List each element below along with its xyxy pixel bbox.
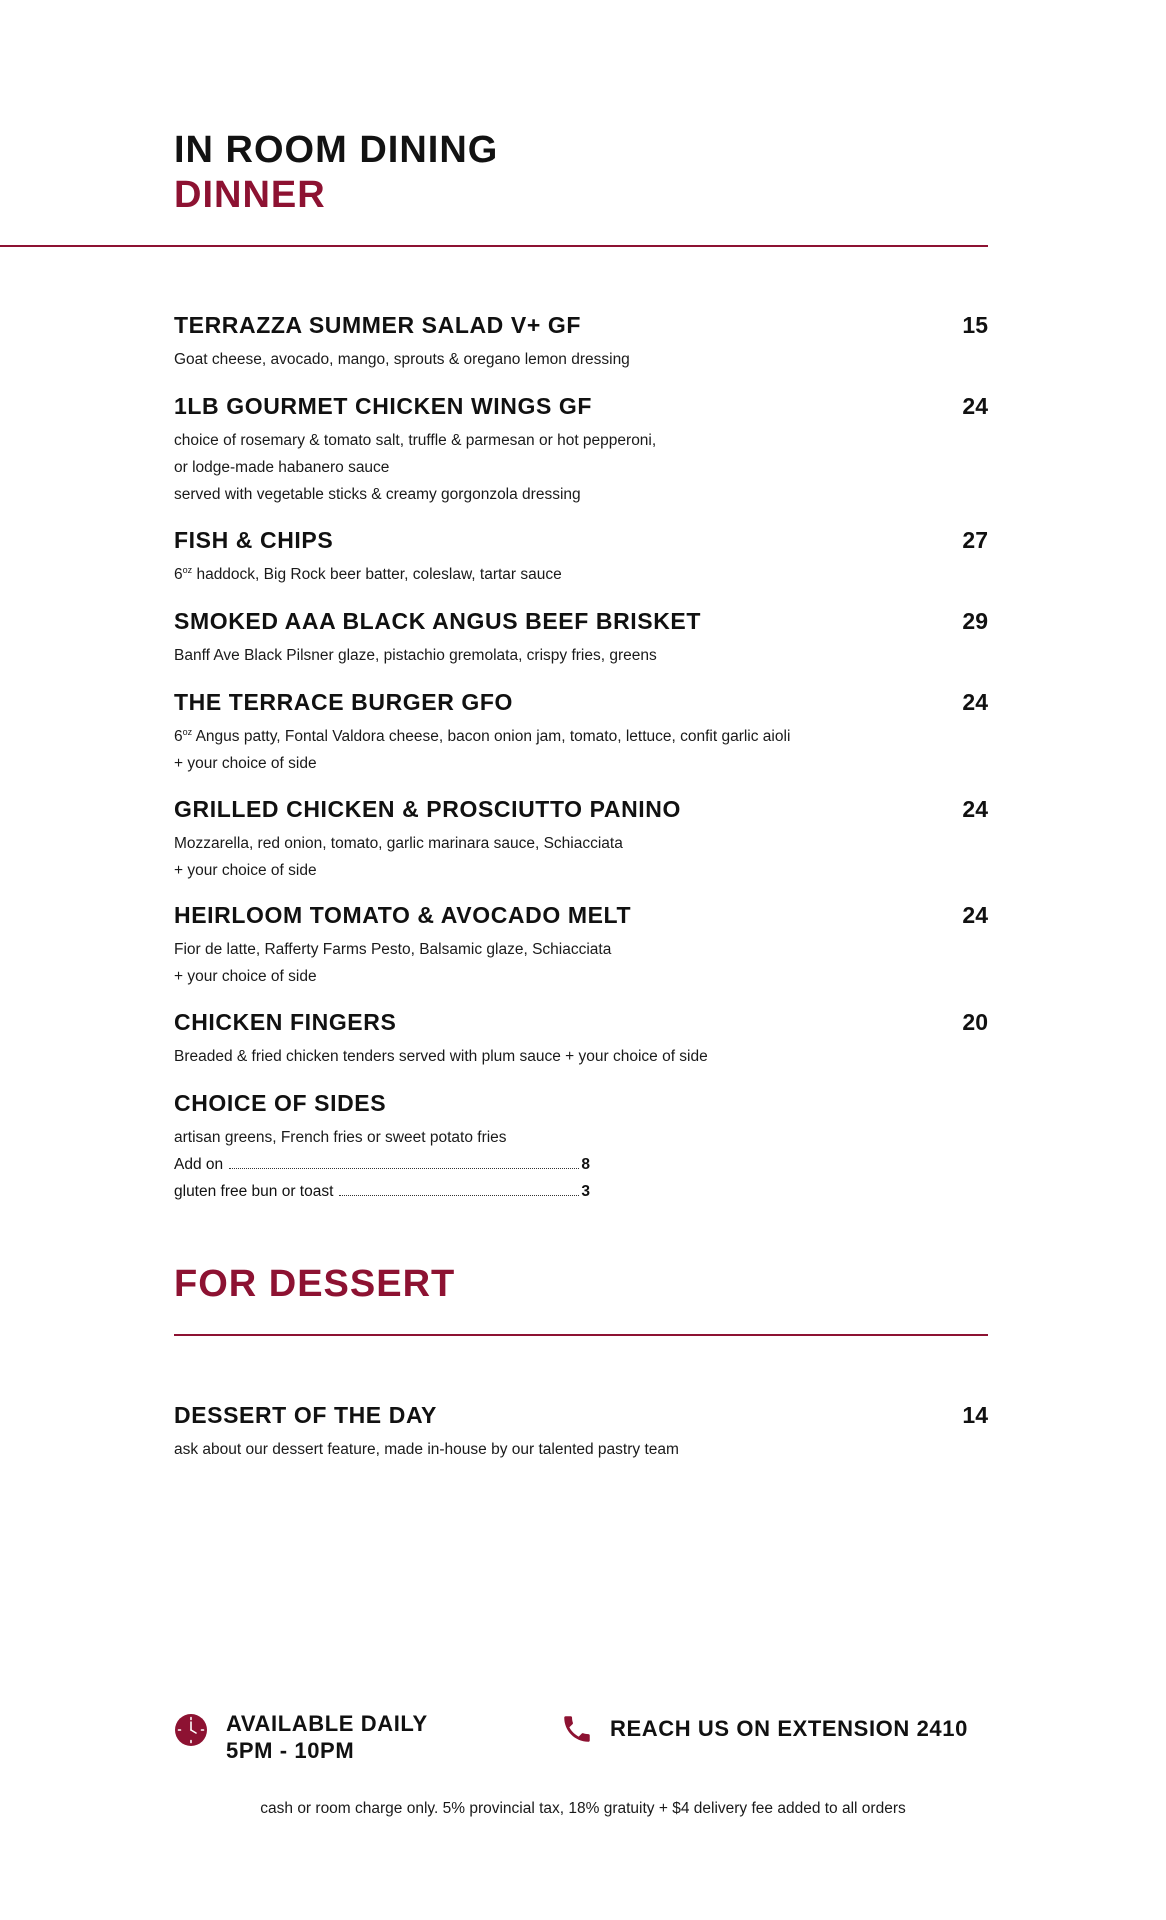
item-name: TERRAZZA SUMMER SALAD V+ GF <box>174 312 581 338</box>
contact-text: REACH US ON EXTENSION 2410 <box>610 1716 968 1741</box>
item-name: CHICKEN FINGERS <box>174 1009 397 1035</box>
menu-item <box>174 393 988 527</box>
item-name: FISH & CHIPS <box>174 527 334 553</box>
fine-print: cash or room charge only. 5% provincial tax, 18% gratuity + $4 delivery fee added to all orders <box>260 1800 906 1817</box>
item-description: Goat cheese, avocado, mango, sprouts & oregano lemon dressing <box>174 351 630 368</box>
item-name: DESSERT OF THE DAY <box>174 1402 437 1428</box>
item-description: ask about our dessert feature, made in-house by our talented pastry team <box>174 1441 679 1458</box>
addon-row <box>174 1151 590 1178</box>
item-description: or lodge-made habanero sauce <box>174 459 390 476</box>
item-price: 24 <box>962 902 988 928</box>
item-price: 14 <box>962 1402 988 1428</box>
item-name: SMOKED AAA BLACK ANGUS BEEF BRISKET <box>174 608 702 634</box>
item-description: + your choice of side <box>174 755 317 772</box>
item-price: 24 <box>962 796 988 822</box>
addon-price: 8 <box>581 1156 590 1173</box>
sides-section <box>174 1090 988 1205</box>
menu-item <box>174 312 988 393</box>
menu-item <box>174 1009 988 1090</box>
item-description: $6^{oz}$ haddock, Big Rock beer batter, coleslaw, tartar sauce <box>174 564 562 583</box>
item-name: GRILLED CHICKEN & PROSCIUTTO PANINO <box>174 796 681 822</box>
leader-dots <box>339 1195 579 1196</box>
hours-line-1: AVAILABLE DAILY <box>226 1711 428 1736</box>
page-subtitle: DINNER <box>174 174 326 216</box>
item-description: served with vegetable sticks & creamy gorgonzola dressing <box>174 486 581 503</box>
item-description: + your choice of side <box>174 968 317 985</box>
item-price: 29 <box>962 608 988 634</box>
clock-icon <box>174 1713 208 1747</box>
item-name: HEIRLOOM TOMATO & AVOCADO MELT <box>174 902 632 928</box>
menu-item <box>174 902 988 1009</box>
item-description: Breaded & fried chicken tenders served with plum sauce + your choice of side <box>174 1048 708 1065</box>
menu-item <box>174 608 988 689</box>
item-description: + your choice of side <box>174 862 317 879</box>
menu-item <box>174 527 988 608</box>
item-description: Mozzarella, red onion, tomato, garlic marinara sauce, Schiacciata <box>174 835 623 852</box>
item-name: 1LB GOURMET CHICKEN WINGS GF <box>174 393 593 419</box>
menu-item <box>174 689 988 796</box>
dessert-divider <box>174 1334 988 1336</box>
item-price: 24 <box>962 689 988 715</box>
item-description: $6^{oz}$ Angus patty, Fontal Valdora cheese, bacon onion jam, tomato, lettuce, confit garlic aioli <box>174 726 791 745</box>
menu-item <box>174 796 988 902</box>
hours-line-2: 5PM - 10PM <box>226 1738 355 1763</box>
item-price: 20 <box>962 1009 988 1035</box>
page-title: IN ROOM DINING <box>174 129 499 171</box>
sides-description: artisan greens, French fries or sweet potato fries <box>174 1129 507 1146</box>
addon-price: 3 <box>581 1183 590 1200</box>
item-description: Banff Ave Black Pilsner glaze, pistachio gremolata, crispy fries, greens <box>174 647 657 664</box>
item-description: Fior de latte, Rafferty Farms Pesto, Balsamic glaze, Schiacciata <box>174 941 612 958</box>
phone-icon <box>560 1712 594 1746</box>
item-price: 24 <box>962 393 988 419</box>
addon-row <box>174 1178 590 1205</box>
addon-label: Add on <box>174 1156 224 1173</box>
item-description: choice of rosemary & tomato salt, truffle & parmesan or hot pepperoni, <box>174 432 657 449</box>
item-price: 15 <box>962 312 988 338</box>
item-name: THE TERRACE BURGER GFO <box>174 689 514 715</box>
hours-info <box>174 1710 428 1764</box>
leader-dots <box>229 1168 579 1169</box>
sides-title: CHOICE OF SIDES <box>174 1090 387 1116</box>
dessert-section-title: FOR DESSERT <box>174 1263 456 1305</box>
addon-label: gluten free bun or toast <box>174 1183 334 1200</box>
contact-info <box>560 1712 968 1746</box>
dinner-menu <box>174 312 988 1205</box>
item-price: 27 <box>962 527 988 553</box>
header-divider <box>0 245 988 247</box>
dessert-item <box>174 1402 988 1463</box>
